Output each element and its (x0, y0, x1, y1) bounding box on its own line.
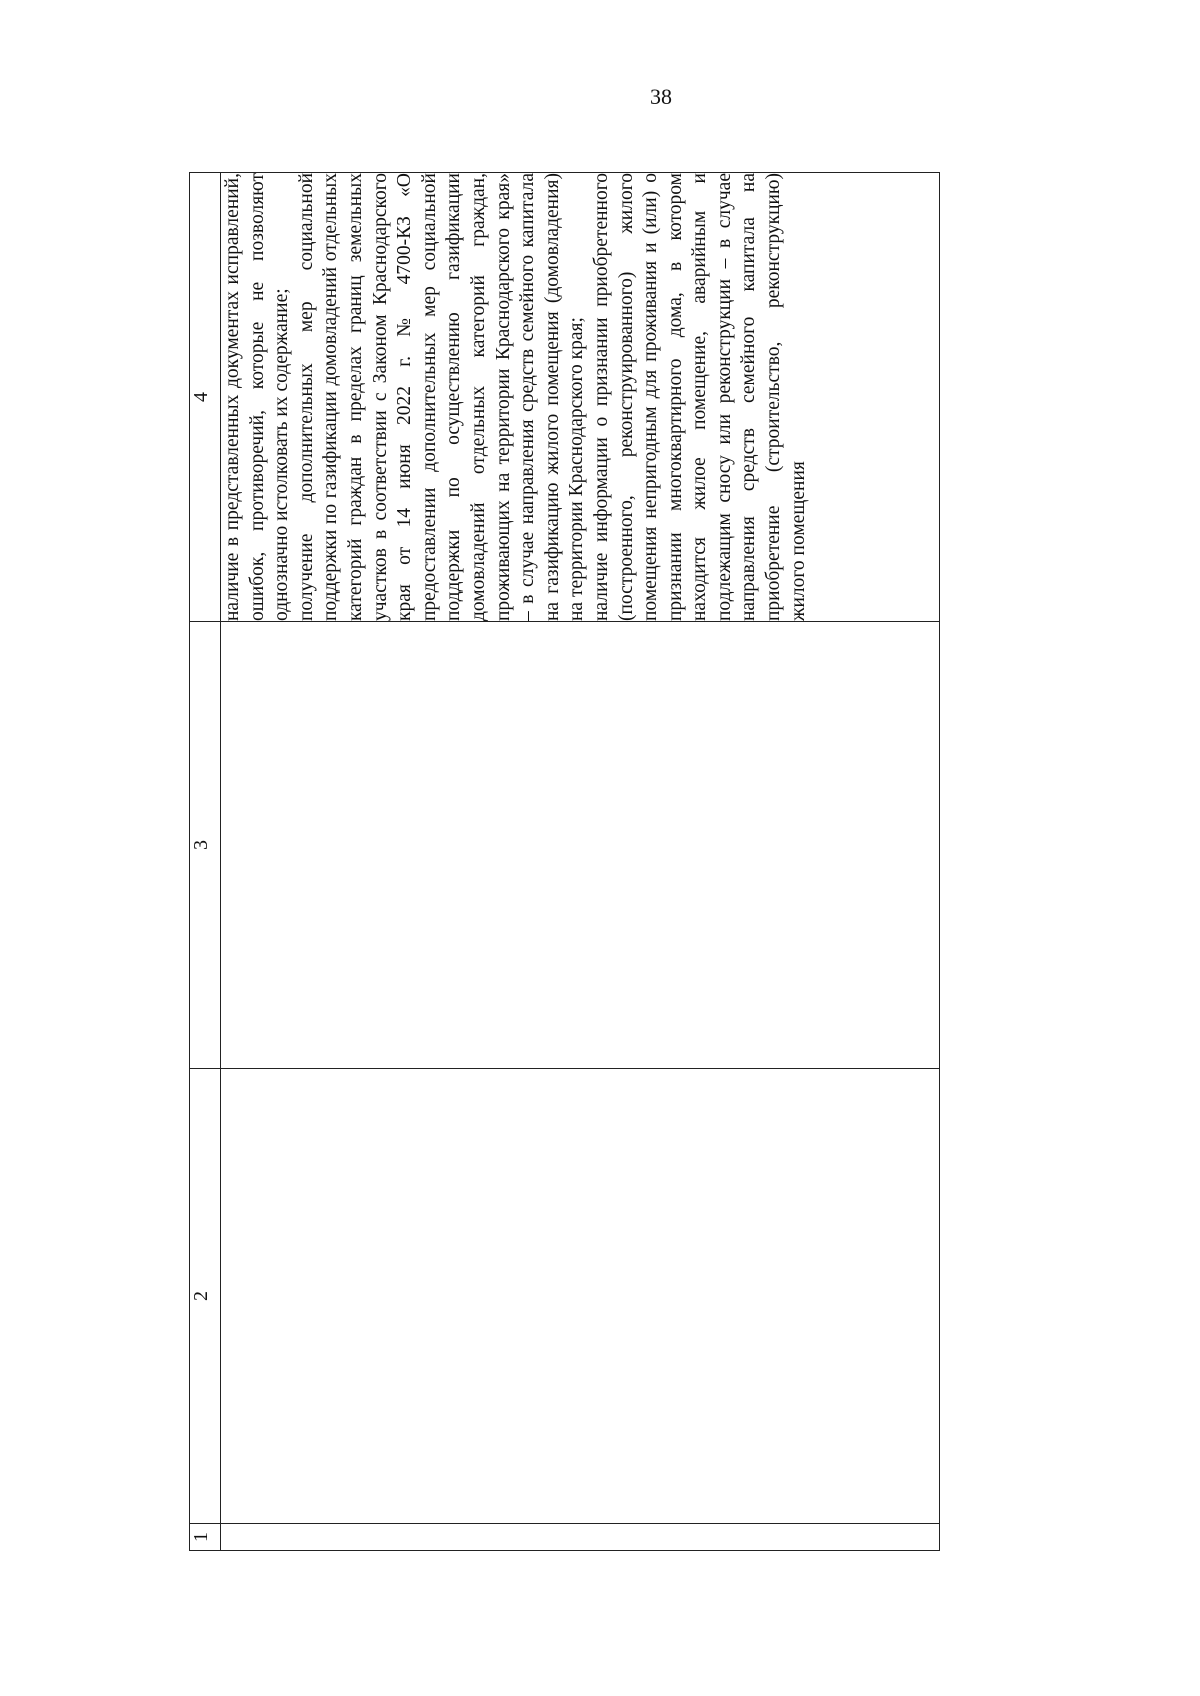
cell-col-1 (221, 1524, 940, 1551)
cell-col-4 (221, 173, 940, 622)
table-row (221, 173, 940, 1551)
column-header-2: 2 (190, 1069, 221, 1524)
rotated-table-frame (189, 173, 939, 1551)
document-table (189, 172, 940, 1551)
column-header-3: 3 (190, 622, 221, 1069)
cell-col-2 (221, 1069, 940, 1524)
table-container (189, 173, 939, 1551)
column-header-4: 4 (190, 173, 221, 622)
page-number: 38 (650, 84, 672, 109)
header-row (190, 173, 221, 1551)
paragraph-unfit-housing: наличие информации о признании приобретенного (построенного, реконструированного) жилого помещения непригодным для проживания и (или) о признании многоквартирного дома, в котором находится жилое помещение, аварийным и подлежащим сносу или реконструкции – в случае направления средств семейного капитала на приобретение (строительство, реконструкцию) жилого помещения (590, 173, 809, 621)
paragraph-document-errors: наличие в представленных документах исправлений, ошибок, противоречий, которые не позволяют однозначно истолковать их содержание; (222, 173, 293, 621)
cell-col-3 (221, 622, 940, 1069)
paragraph-gasification-support: получение дополнительных мер социальной поддержки по газификации домовладений отдельных категорий граждан в пределах границ земельных участков в соответствии с Законом Краснодарского края от 14 июня 2022 г. № 4700-КЗ «О предоставлении дополнительных мер социальной поддержки по осуществлению газификации домовладений отдельных категорий граждан, проживающих на территории Краснодарского края» – в случае направления средств семейного капитала на газификацию жилого помещения (домовладения) на территории Краснодарского края; (295, 173, 588, 621)
column-header-1: 1 (190, 1524, 221, 1551)
